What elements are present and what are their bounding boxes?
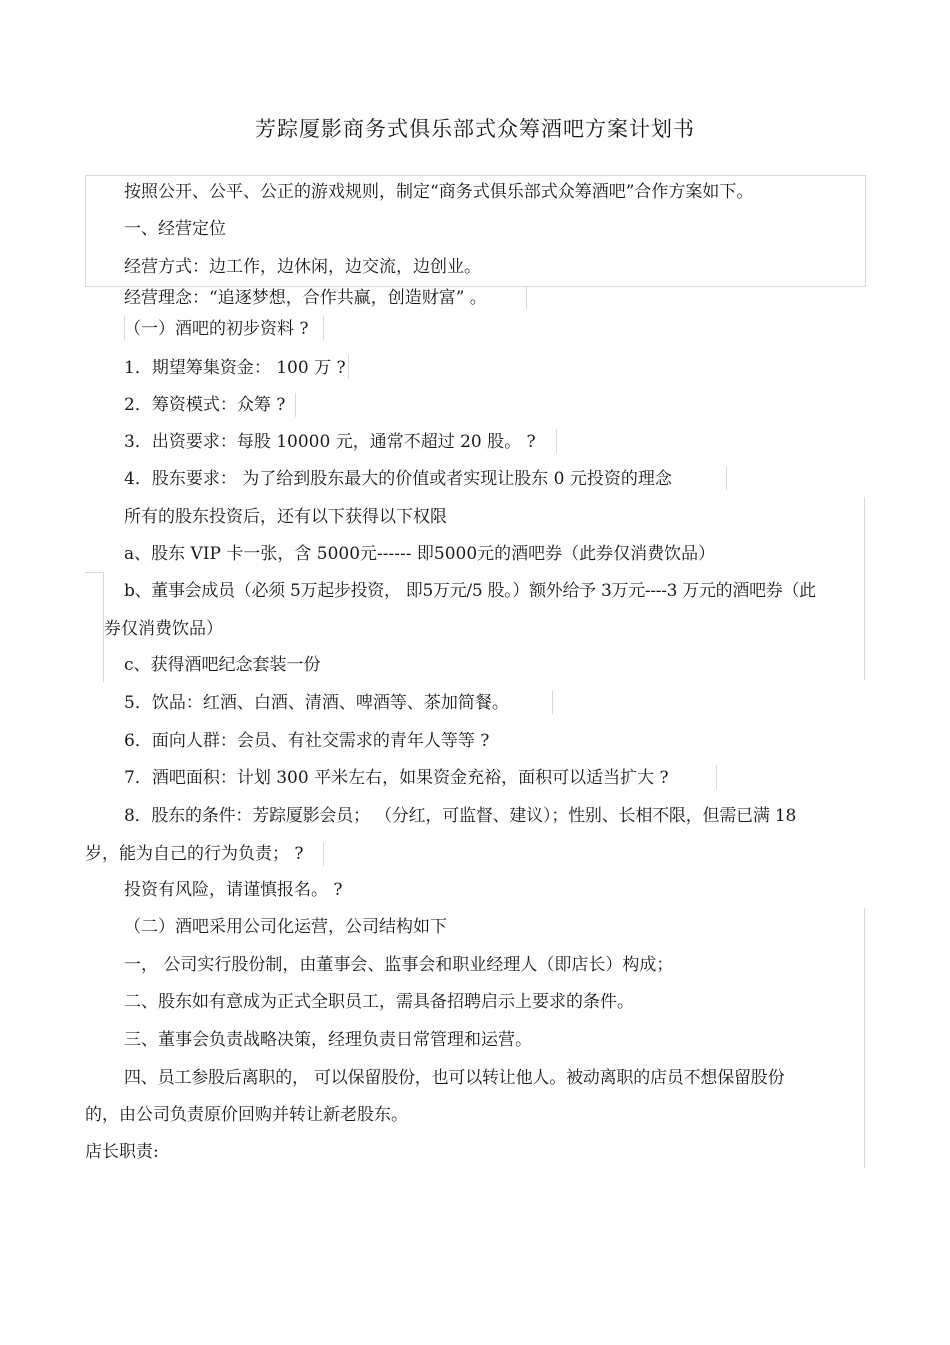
text-line: 按照公开、公平、公正的游戏规则，制定“商务式俱乐部式众筹酒吧”合作方案如下。 xyxy=(124,182,754,202)
text-line: （二）酒吧采用公司化运营，公司结构如下 xyxy=(124,917,447,937)
frame-line xyxy=(323,842,324,866)
frame-line xyxy=(726,466,727,490)
text-line: 一， 公司实行股份制，由董事会、监事会和职业经理人（即店长）构成； xyxy=(124,955,674,975)
text-line: 二、股东如有意成为正式全职员工，需具备招聘启示上要求的条件。 xyxy=(124,992,634,1012)
text-line: 8．股东的条件：芳踪厦影会员； （分红，可监督、建议）；性别、长相不限，但需已满 18 xyxy=(124,806,797,826)
frame-line xyxy=(552,690,553,714)
text-line: 一、经营定位 xyxy=(124,219,226,239)
text-line: 岁，能为自己的行为负责； ? xyxy=(85,844,304,864)
frame-line xyxy=(864,908,865,1168)
text-line: 经营方式：边工作，边休闲，边交流，边创业。 xyxy=(124,257,481,277)
text-line: 5．饮品：红酒、白酒、清酒、啤酒等、茶加简餐。 xyxy=(124,693,509,713)
text-line: 3．出资要求：每股 10000 元，通常不超过 20 股。 ? xyxy=(124,432,536,452)
text-line: 的，由公司负责原价回购并转让新老股东。 xyxy=(85,1105,408,1125)
frame-line xyxy=(526,287,527,309)
frame-line xyxy=(556,429,557,453)
frame-line xyxy=(716,765,717,789)
frame-box-mid xyxy=(85,572,103,573)
text-line: 投资有风险，请谨慎报名。 ? xyxy=(124,880,343,900)
text-line: 2．筹资模式：众筹 ? xyxy=(124,395,286,415)
frame-line xyxy=(864,497,865,680)
frame-line xyxy=(323,316,324,340)
text-line: 经营理念：“追逐梦想，合作共赢，创造财富” 。 xyxy=(124,288,487,308)
text-line: （一）酒吧的初步资料 ? xyxy=(124,319,309,339)
text-line: b、董事会成员（必须 5万起步投资， 即5万元/5 股。）额外给予 3万元----3 万元的酒吧券（此 xyxy=(124,581,816,601)
text-line: 所有的股东投资后，还有以下获得以下权限 xyxy=(124,507,447,527)
frame-line xyxy=(295,393,296,417)
text-line: 4．股东要求： 为了给到股东最大的价值或者实现让股东 0 元投资的理念 xyxy=(124,469,672,489)
frame-line xyxy=(348,355,349,379)
text-line: 三、董事会负责战略决策，经理负责日常管理和运营。 xyxy=(124,1030,532,1050)
text-line: 四、员工参股后离职的， 可以保留股份，也可以转让他人。被动离职的店员不想保留股份 xyxy=(124,1068,785,1088)
text-line: a、股东 VIP 卡一张，含 5000元------ 即5000元的酒吧券（此券仅消费饮品） xyxy=(124,544,716,564)
text-line: 店长职责: xyxy=(85,1142,159,1162)
text-line: 7．酒吧面积：计划 300 平米左右，如果资金充裕，面积可以适当扩大 ? xyxy=(124,768,669,788)
text-line: c、获得酒吧纪念套装一份 xyxy=(124,655,321,675)
text-line: 1．期望筹集资金： 100 万 ? xyxy=(124,358,346,378)
text-line: 券仅消费饮品） xyxy=(104,619,223,639)
text-line: 6．面向人群：会员、有社交需求的青年人等等 ? xyxy=(124,731,490,751)
document-title: 芳踪厦影商务式俱乐部式众筹酒吧方案计划书 xyxy=(255,117,695,141)
